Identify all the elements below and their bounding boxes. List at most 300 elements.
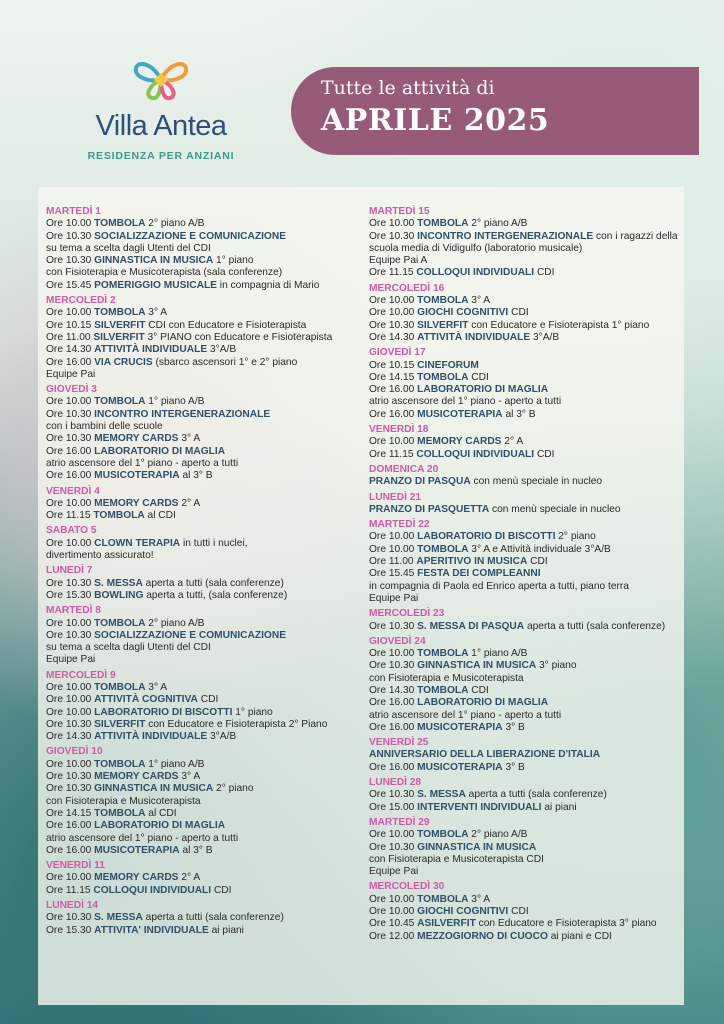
activity-detail: CDI: [468, 684, 489, 696]
activity-name: COLLOQUI INDIVIDUALI: [416, 267, 535, 279]
activity-name: SILVERFIT: [93, 331, 145, 343]
activity-line: [46, 307, 364, 319]
activity-detail: Ore 10.30: [46, 718, 95, 730]
activity-detail: con Fisioterapia e Musicoterapista (sala conferenze): [46, 267, 283, 279]
activity-line: [46, 470, 364, 482]
activity-line: [46, 255, 364, 267]
activity-detail: Ore 11.00: [46, 331, 94, 343]
day-heading: MERCOLEDÌ 16: [369, 282, 445, 294]
activity-line: [369, 531, 687, 543]
activity-line: [369, 243, 687, 255]
activity-name: MUSICOTERAPIA: [94, 844, 180, 856]
activity-detail: Ore 10.00: [46, 706, 95, 718]
activity-detail: Ore 10.00: [46, 681, 95, 693]
activity-line: [46, 783, 364, 795]
activity-detail: Ore 10.30: [369, 660, 418, 672]
day-heading: GIOVEDÌ 3: [46, 384, 97, 396]
activity-detail: atrio ascensore del 1° piano - aperto a tutti: [46, 457, 239, 469]
activity-detail: Ore 10.00: [46, 694, 95, 706]
activity-detail: CDI: [527, 556, 548, 568]
activity-detail: con Educatore e Fisioterapista 3° piano: [475, 918, 657, 930]
activity-detail: Ore 16.00: [369, 384, 418, 396]
activity-detail: 3° A: [468, 295, 491, 307]
activity-line: [369, 544, 687, 556]
activity-line: [369, 802, 687, 814]
activity-detail: Ore 15.45: [46, 279, 95, 291]
activity-line: [46, 590, 364, 602]
activity-line: [46, 510, 364, 522]
activity-detail: atrio ascensore del 1° piano - aperto a tutti: [369, 396, 562, 408]
day-heading: SABATO 5: [46, 525, 97, 537]
activity-name: S. MESSA: [417, 789, 466, 801]
activity-line: [369, 360, 687, 372]
activity-line: [46, 694, 364, 706]
activity-detail: atrio ascensore del 1° piano - aperto a tutti: [369, 709, 562, 721]
day-heading: DOMENICA 20: [369, 463, 439, 475]
activity-detail: Ore 10.00: [369, 307, 418, 319]
activity-line: [369, 384, 687, 396]
activity-detail: aperta a tutti (sala conferenze): [142, 912, 284, 924]
activity-name: TOMBOLA: [94, 218, 146, 230]
butterfly-logo-icon: [128, 58, 194, 102]
activity-line: [46, 820, 364, 832]
activity-detail: Ore 10.00: [46, 396, 95, 408]
activity-name: ATTIVITÀ INDIVIDUALE: [94, 731, 208, 743]
activity-detail: Ore 11.15: [369, 267, 417, 279]
activity-detail: divertimento assicurato!: [46, 550, 154, 562]
activity-name: MUSICOTERAPIA: [417, 761, 503, 773]
day-heading: GIOVEDÌ 17: [369, 347, 426, 359]
activity-name: S. MESSA: [94, 577, 143, 589]
activity-detail: Ore 12.00: [369, 930, 418, 942]
activity-detail: Ore 14.30: [46, 731, 95, 743]
activity-detail: Ore 16.00: [369, 697, 418, 709]
activity-line: [46, 421, 364, 433]
activity-name: GIOCHI COGNITIVI: [417, 906, 509, 918]
activity-line: [369, 218, 687, 230]
activity-line: [46, 808, 364, 820]
activity-line: [46, 280, 364, 292]
activity-detail: Ore 16.00: [369, 761, 418, 773]
activity-line: [46, 320, 364, 332]
activity-name: TOMBOLA: [94, 307, 146, 319]
activity-line: [46, 344, 364, 356]
activity-line: [46, 654, 364, 666]
activity-detail: Ore 10.30: [46, 629, 95, 641]
activity-detail: 2° piano: [555, 531, 596, 543]
activity-line: [46, 759, 364, 771]
activity-detail: 1° piano A/B: [145, 758, 205, 770]
activity-line: [46, 433, 364, 445]
activity-detail: Ore 16.00: [46, 470, 95, 482]
activity-name: TOMBOLA: [417, 371, 469, 383]
activity-line: [46, 618, 364, 630]
activity-line: [369, 255, 687, 267]
activity-name: MUSICOTERAPIA: [417, 721, 503, 733]
activity-detail: 3° A e Attività individuale 3°A/B: [468, 543, 611, 555]
activity-line: [369, 918, 687, 930]
activity-detail: CDI: [197, 694, 219, 706]
activity-name: ATTIVITA' INDIVIDUALE: [94, 924, 209, 936]
activity-line: [46, 642, 364, 654]
activity-detail: al 3° B: [179, 844, 213, 856]
activity-detail: Ore 14.30: [369, 331, 418, 343]
activity-detail: con i bambini delle scuole: [46, 421, 163, 433]
activity-name: MEZZOGIORNO DI CUOCO: [417, 930, 548, 942]
activity-detail: Ore 15.30: [46, 924, 95, 936]
activity-detail: con Educatore e Fisioterapista 2° Piano: [145, 718, 328, 730]
day-heading: MERCOLEDÌ 9: [46, 669, 116, 681]
activity-detail: Ore 10.00: [369, 295, 418, 307]
activity-detail: Ore 10.30: [369, 789, 418, 801]
activity-line: [46, 396, 364, 408]
activity-line: [369, 660, 687, 672]
activity-name: TOMBOLA: [417, 684, 469, 696]
activity-line: [369, 749, 687, 761]
schedule-column-left: [46, 203, 364, 937]
activity-detail: aperta a tutti (sala conferenze): [465, 789, 607, 801]
activity-line: [369, 866, 687, 878]
activity-line: [46, 357, 364, 369]
activity-detail: Ore 16.00: [369, 721, 418, 733]
activity-name: ANNIVERSARIO DELLA LIBERAZIONE D'ITALIA: [369, 749, 601, 761]
schedule-panel: [38, 187, 684, 1005]
activity-detail: con menù speciale in nucleo: [470, 476, 603, 488]
activity-line: [369, 722, 687, 734]
activity-detail: 3° A: [145, 681, 168, 693]
activity-name: TOMBOLA: [94, 681, 146, 693]
activity-line: [369, 593, 687, 605]
activity-line: [46, 833, 364, 845]
activity-line: [369, 829, 687, 841]
activity-detail: in compagnia di Mario: [216, 279, 320, 291]
day-heading: LUNEDÌ 21: [369, 491, 422, 503]
activity-line: [46, 731, 364, 743]
activity-detail: Ore 10.00: [369, 543, 418, 555]
activity-line: [369, 436, 687, 448]
activity-detail: Ore 10.00: [46, 537, 95, 549]
activity-detail: Ore 10.30: [46, 230, 95, 242]
day-heading: GIOVEDÌ 10: [46, 746, 103, 758]
activity-name: LABORATORIO DI BISCOTTI: [417, 531, 556, 543]
activity-name: APERITIVO IN MUSICA: [416, 556, 528, 568]
activity-detail: con i ragazzi della: [593, 230, 678, 242]
activity-detail: Ore 10.00: [46, 758, 95, 770]
activity-name: GINNASTICA IN MUSICA: [417, 660, 537, 672]
activity-line: [369, 396, 687, 408]
activity-detail: in tutti i nuclei,: [180, 537, 248, 549]
activity-detail: Ore 14.15: [46, 807, 95, 819]
day-heading: MARTEDÌ 22: [369, 519, 430, 531]
activity-name: GINNASTICA IN MUSICA: [417, 841, 537, 853]
activity-detail: Ore 10.15: [369, 359, 418, 371]
activity-name: LABORATORIO DI MAGLIA: [417, 384, 549, 396]
activity-detail: CDI: [508, 906, 529, 918]
activity-name: COLLOQUI INDIVIDUALI: [93, 884, 212, 896]
activity-detail: 2° A: [178, 872, 201, 884]
activity-line: [46, 332, 364, 344]
activity-detail: al CDI: [144, 510, 176, 522]
activity-detail: 3° PIANO con Educatore e Fisioterapista: [144, 331, 333, 343]
activity-detail: Ore 10.00: [46, 497, 95, 509]
activity-line: [369, 710, 687, 722]
day-heading: VENERDÌ 25: [369, 737, 429, 749]
activity-detail: 2° piano: [213, 783, 254, 795]
activity-detail: Ore 10.00: [369, 893, 418, 905]
activity-name: LABORATORIO DI MAGLIA: [94, 820, 226, 832]
activity-detail: Ore 11.00: [369, 556, 417, 568]
activity-detail: 2° A: [501, 436, 524, 448]
activity-detail: Ore 10.00: [369, 829, 418, 841]
activity-detail: Equipe Pai: [369, 866, 419, 878]
activity-line: [46, 845, 364, 857]
activity-name: TOMBOLA: [417, 648, 469, 660]
activity-detail: Ore 11.15: [46, 510, 94, 522]
activity-detail: CDI: [508, 307, 529, 319]
activity-detail: 2° piano A/B: [145, 218, 205, 230]
activity-line: [369, 685, 687, 697]
activity-detail: Ore 10.00: [369, 436, 418, 448]
day-heading: VENERDÌ 4: [46, 485, 100, 497]
activity-detail: 3° A: [178, 771, 201, 783]
activity-name: FESTA DEI COMPLEANNI: [417, 568, 541, 580]
activity-line: [46, 912, 364, 924]
activity-detail: Ore 16.00: [46, 356, 95, 368]
activity-detail: 3° A: [468, 893, 491, 905]
activity-name: PRANZO DI PASQUETTA: [369, 503, 490, 515]
activity-detail: (sbarco ascensori 1° e 2° piano: [152, 356, 298, 368]
activity-detail: Ore 16.00: [46, 844, 95, 856]
activity-line: [369, 697, 687, 709]
activity-name: LABORATORIO DI BISCOTTI: [94, 706, 233, 718]
activity-detail: Equipe Pai A: [369, 255, 428, 267]
activity-detail: con Fisioterapia e Musicoterapista: [46, 795, 201, 807]
activity-detail: 3° B: [502, 761, 525, 773]
activity-detail: aperta a tutti (sala conferenze): [524, 620, 666, 632]
activity-line: [46, 218, 364, 230]
activity-detail: 2° piano A/B: [468, 829, 528, 841]
activity-line: [369, 307, 687, 319]
activity-detail: su tema a scelta dagli Utenti del CDI: [46, 242, 211, 254]
activity-name: POMERIGGIO MUSICALE: [94, 279, 217, 291]
activity-detail: 1° piano: [213, 255, 254, 267]
activity-name: MUSICOTERAPIA: [94, 470, 180, 482]
day-heading: MARTEDÌ 15: [369, 206, 430, 217]
activity-line: [369, 476, 687, 488]
activity-detail: Ore 10.30: [46, 783, 95, 795]
day-heading: MARTEDÌ 29: [369, 816, 430, 828]
activity-name: TOMBOLA: [94, 807, 146, 819]
activity-detail: su tema a scelta dagli Utenti del CDI: [46, 642, 211, 654]
activity-line: [369, 789, 687, 801]
activity-line: [46, 872, 364, 884]
activity-detail: 3° A: [145, 307, 168, 319]
activity-detail: 2° piano A/B: [468, 218, 528, 230]
activity-detail: Ore 11.15: [369, 448, 417, 460]
logo: [76, 58, 246, 168]
activity-name: ASILVERFIT: [417, 918, 476, 930]
title-banner: [291, 67, 699, 155]
activity-name: BOWLING: [94, 589, 144, 601]
activity-detail: Ore 10.30: [46, 255, 95, 267]
activity-name: TOMBOLA: [94, 758, 146, 770]
schedule-column-right: [369, 203, 687, 943]
activity-detail: con Fisioterapia e Musicoterapista CDI: [369, 853, 544, 865]
activity-line: [46, 369, 364, 381]
activity-detail: Ore 14.30: [46, 344, 95, 356]
activity-detail: Ore 10.30: [46, 771, 95, 783]
activity-detail: al 3° B: [179, 470, 213, 482]
activity-name: TOMBOLA: [417, 829, 469, 841]
activity-detail: in compagnia di Paola ed Enrico aperta a tutti, piano terra: [369, 580, 629, 592]
activity-line: [46, 458, 364, 470]
activity-detail: ai piani: [541, 801, 577, 813]
brand-name: Villa Antea: [95, 110, 227, 142]
activity-detail: Ore 11.15: [46, 884, 94, 896]
activity-detail: 1° piano A/B: [145, 396, 205, 408]
activity-name: TOMBOLA: [94, 396, 146, 408]
activity-detail: 3° piano: [536, 660, 577, 672]
activity-detail: ai piani: [208, 924, 244, 936]
activity-name: S. MESSA DI PASQUA: [417, 620, 525, 632]
activity-detail: CDI: [211, 884, 232, 896]
activity-detail: Ore 10.45: [369, 918, 418, 930]
activity-line: [46, 446, 364, 458]
activity-detail: Ore 10.15: [46, 319, 95, 331]
activity-line: [46, 498, 364, 510]
activity-line: [46, 796, 364, 808]
activity-line: [46, 719, 364, 731]
day-heading: VENERDÌ 18: [369, 424, 429, 436]
activity-name: SILVERFIT: [94, 718, 146, 730]
activity-detail: con menù speciale in nucleo: [489, 503, 621, 515]
activity-name: VIA CRUCIS: [94, 356, 153, 368]
activity-detail: Ore 10.30: [46, 408, 95, 420]
activity-detail: Ore 10.30: [46, 433, 95, 445]
activity-detail: Ore 10.00: [369, 218, 418, 230]
activity-detail: Ore 15.45: [369, 568, 418, 580]
activity-detail: atrio ascensore del 1° piano - aperto a tutti: [46, 832, 239, 844]
activity-detail: 1° piano: [232, 706, 273, 718]
activity-line: [369, 673, 687, 685]
banner-subtitle: Tutte le attività di: [321, 77, 495, 99]
activity-line: [46, 578, 364, 590]
activity-name: SILVERFIT: [417, 319, 469, 331]
activity-line: [46, 267, 364, 279]
day-heading: GIOVEDÌ 24: [369, 635, 426, 647]
activity-detail: Ore 10.00: [369, 906, 418, 918]
activity-line: [46, 925, 364, 937]
activity-detail: con Educatore e Fisioterapista 1° piano: [468, 319, 650, 331]
activity-line: [46, 550, 364, 562]
activity-detail: CDI: [534, 448, 555, 460]
activity-line: [46, 885, 364, 897]
activity-detail: 3°A/B: [207, 731, 237, 743]
activity-name: MUSICOTERAPIA: [417, 408, 503, 420]
activity-line: [46, 243, 364, 255]
activity-line: [369, 581, 687, 593]
activity-name: CLOWN TERAPIA: [94, 537, 181, 549]
activity-line: [369, 762, 687, 774]
activity-name: MEMORY CARDS: [94, 771, 179, 783]
activity-line: [369, 931, 687, 943]
activity-detail: Equipe Pai: [46, 368, 96, 380]
activity-detail: Ore 10.00: [46, 218, 95, 230]
activity-detail: ai piani e CDI: [547, 930, 612, 942]
brand-tagline: RESIDENZA PER ANZIANI: [87, 150, 235, 162]
activity-line: [369, 648, 687, 660]
activity-name: GIOCHI COGNITIVI: [417, 307, 509, 319]
activity-detail: aperta a tutti, (sala conferenze): [143, 589, 288, 601]
activity-line: [369, 231, 687, 243]
activity-line: [46, 231, 364, 243]
activity-detail: Ore 16.00: [46, 445, 95, 457]
activity-name: TOMBOLA: [417, 218, 469, 230]
day-heading: MERCOLEDÌ 30: [369, 881, 445, 893]
activity-name: TOMBOLA: [93, 510, 145, 522]
activity-detail: aperta a tutti (sala conferenze): [142, 577, 284, 589]
activity-line: [369, 449, 687, 461]
activity-detail: Ore 15.00: [369, 801, 418, 813]
activity-line: [46, 682, 364, 694]
activity-name: SOCIALIZZAZIONE E COMUNICAZIONE: [94, 230, 287, 242]
day-heading: LUNEDÌ 14: [46, 900, 99, 912]
activity-line: [369, 854, 687, 866]
activity-detail: Ore 14.15: [369, 371, 418, 383]
activity-detail: 1° piano A/B: [468, 648, 528, 660]
activity-name: ATTIVITÀ COGNITIVA: [94, 694, 198, 706]
activity-name: TOMBOLA: [417, 893, 469, 905]
day-heading: LUNEDÌ 28: [369, 777, 422, 789]
activity-detail: 2° A: [178, 497, 201, 509]
day-heading: MERCOLEDÌ 2: [46, 295, 116, 307]
activity-line: [369, 372, 687, 384]
activity-line: [46, 771, 364, 783]
activity-line: [46, 630, 364, 642]
activity-name: S. MESSA: [94, 912, 143, 924]
activity-detail: 3° A: [178, 433, 201, 445]
activity-name: TOMBOLA: [94, 617, 146, 629]
activity-detail: Ore 16.00: [369, 408, 418, 420]
day-heading: MERCOLEDÌ 23: [369, 608, 445, 620]
activity-name: SILVERFIT: [94, 319, 146, 331]
activity-name: TOMBOLA: [417, 543, 469, 555]
activity-detail: Ore 10.30: [369, 620, 418, 632]
day-heading: MARTEDÌ 1: [46, 206, 101, 217]
activity-line: [369, 906, 687, 918]
activity-name: GINNASTICA IN MUSICA: [94, 255, 214, 267]
activity-name: INTERVENTI INDIVIDUALI: [417, 801, 542, 813]
activity-name: COLLOQUI INDIVIDUALI: [416, 448, 535, 460]
activity-detail: Ore 15.30: [46, 589, 95, 601]
activity-detail: con Fisioterapia e Musicoterapista: [369, 672, 524, 684]
activity-detail: al 3° B: [502, 408, 536, 420]
activity-line: [369, 295, 687, 307]
activity-line: [46, 409, 364, 421]
activity-detail: Ore 10.00: [369, 648, 418, 660]
activity-detail: scuola media di Vidigulfo (laboratorio musicale): [369, 242, 583, 254]
activity-detail: Equipe Pai: [369, 592, 419, 604]
activity-detail: Ore 10.30: [46, 912, 95, 924]
activity-line: [369, 568, 687, 580]
activity-name: ATTIVITÀ INDIVIDUALE: [94, 344, 208, 356]
activity-line: [369, 320, 687, 332]
activity-detail: Ore 10.30: [369, 230, 418, 242]
activity-line: [369, 332, 687, 344]
activity-name: INCONTRO INTERGENERAZIONALE: [417, 230, 594, 242]
activity-name: LABORATORIO DI MAGLIA: [94, 445, 226, 457]
activity-detail: Ore 10.00: [46, 872, 95, 884]
